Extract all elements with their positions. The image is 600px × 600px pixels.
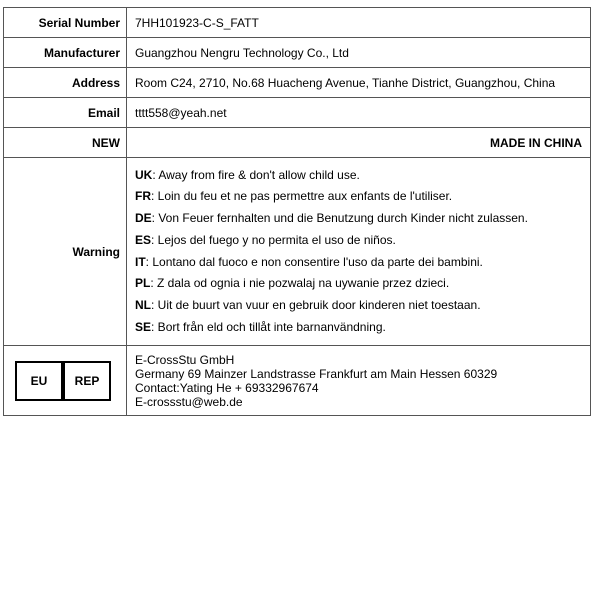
- language-code: UK: [135, 167, 153, 182]
- email-value: tttt558@yeah.net: [127, 98, 591, 128]
- language-code: FR: [135, 189, 151, 204]
- warning-text: : Loin du feu et ne pas permettre aux enfants de l'utiliser.: [151, 189, 453, 204]
- manufacturer-value: Guangzhou Nengru Technology Co., Ltd: [127, 38, 591, 68]
- warning-text: : Uit de buurt van vuur en gebruik door kinderen niet toestaan.: [151, 297, 481, 312]
- warning-line-fr: [135, 186, 590, 208]
- language-code: IT: [135, 254, 146, 269]
- eu-rep-symbol: [15, 361, 115, 401]
- rep-box: REP: [63, 361, 111, 401]
- address-label: Address: [4, 68, 127, 98]
- eu-rep-row: [4, 346, 591, 416]
- product-info-table: [3, 7, 591, 416]
- eu-rep-contact: Contact:Yating He + 69332967674: [135, 380, 319, 395]
- language-code: SE: [135, 319, 152, 334]
- warning-list: [135, 163, 590, 341]
- language-code: NL: [135, 297, 151, 312]
- address-value: Room C24, 2710, No.68 Huacheng Avenue, Tianhe District, Guangzhou, China: [127, 68, 591, 98]
- manufacturer-row: [4, 38, 591, 68]
- eu-rep-symbol-cell: [4, 346, 127, 416]
- serial-number-row: [4, 8, 591, 38]
- warning-line-pl: [135, 273, 590, 295]
- warning-label: Warning: [4, 158, 127, 346]
- language-code: DE: [135, 211, 152, 226]
- eu-box: EU: [15, 361, 63, 401]
- serial-number-label: Serial Number: [4, 8, 127, 38]
- warning-text: : Lejos del fuego y no permita el uso de niños.: [151, 232, 396, 247]
- language-code: PL: [135, 276, 151, 291]
- eu-rep-email: E-crossstu@web.de: [135, 394, 243, 409]
- warning-line-uk: [135, 165, 590, 187]
- email-row: [4, 98, 591, 128]
- origin-value: MADE IN CHINA: [127, 128, 591, 158]
- warning-cell: [127, 158, 591, 346]
- warning-line-de: [135, 208, 590, 230]
- eu-rep-address: Germany 69 Mainzer Landstrasse Frankfurt am Main Hessen 60329: [135, 366, 498, 381]
- eu-rep-company: E-CrossStu GmbH: [135, 352, 235, 367]
- language-code: ES: [135, 232, 152, 247]
- eu-rep-details: [127, 346, 591, 416]
- warning-text: : Von Feuer fernhalten und die Benutzung durch Kinder nicht zulassen.: [151, 211, 528, 226]
- condition-row: [4, 128, 591, 158]
- warning-text: : Lontano dal fuoco e non consentire l'uso da parte dei bambini.: [145, 254, 483, 269]
- warning-text: : Z dala od ognia i nie pozwalaj na uywanie przez dzieci.: [150, 276, 450, 291]
- warning-text: : Bort från eld och tillåt inte barnanvändning.: [151, 319, 386, 334]
- warning-line-it: [135, 252, 590, 274]
- email-label: Email: [4, 98, 127, 128]
- product-label: [3, 7, 591, 416]
- serial-number-value: 7HH101923-C-S_FATT: [127, 8, 591, 38]
- warning-line-es: [135, 230, 590, 252]
- warning-line-se: [135, 317, 590, 339]
- address-row: [4, 68, 591, 98]
- manufacturer-label: Manufacturer: [4, 38, 127, 68]
- warning-row: [4, 158, 591, 346]
- warning-line-nl: [135, 295, 590, 317]
- condition-label: NEW: [4, 128, 127, 158]
- warning-text: : Away from fire & don't allow child use.: [152, 167, 360, 182]
